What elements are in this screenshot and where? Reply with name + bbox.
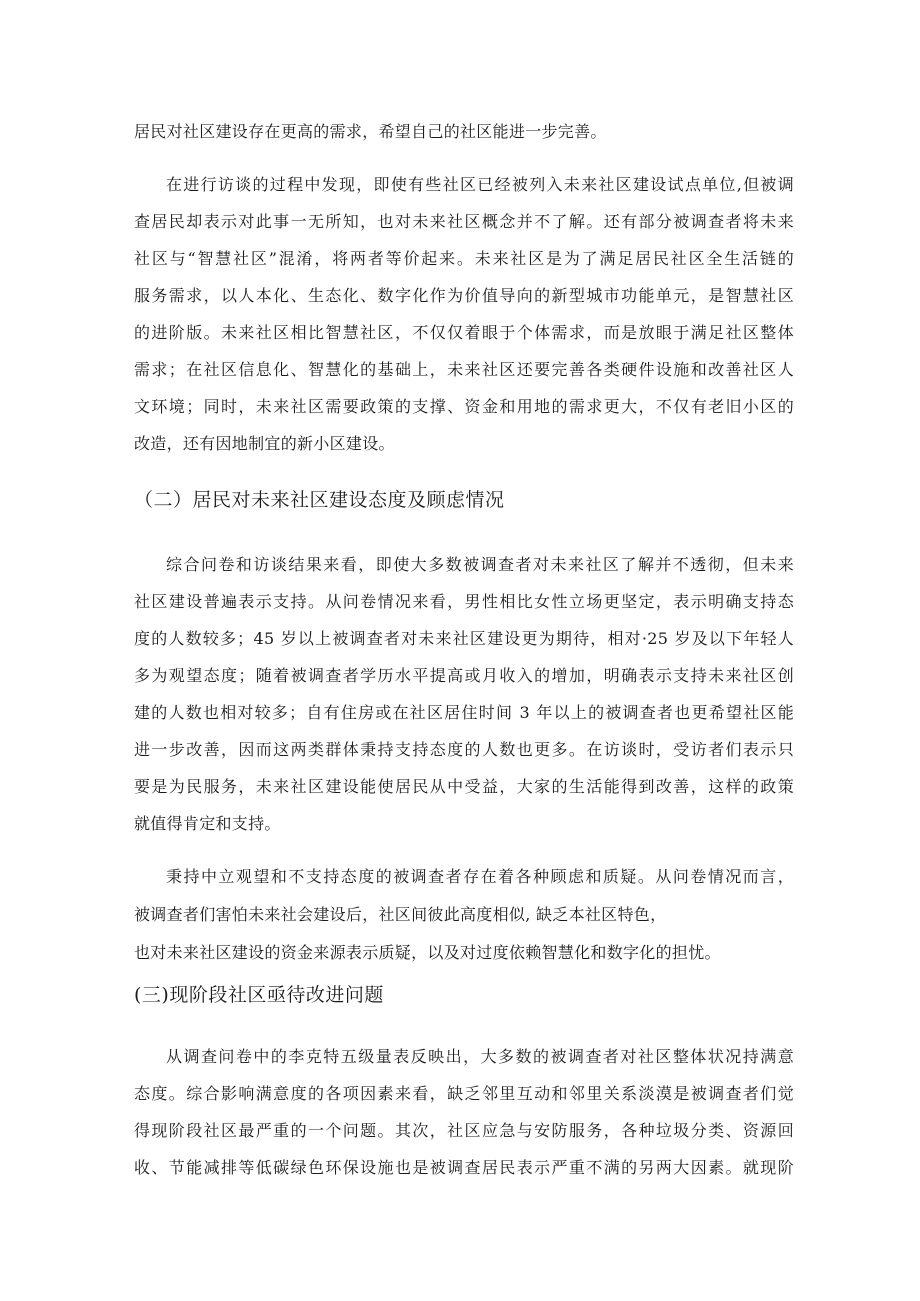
paragraph-line: 从调查问卷中的李克特五级量表反映出，大多数的被调查者对社区整体状况持满意 [166,1047,794,1066]
paragraph-line: 居民对社区建设存在更高的需求，希望自己的社区能进一步完善。 [134,122,607,141]
paragraph-line: 态度。综合影响满意度的各项因素来看，缺乏邻里互动和邻里关系淡漠是被调查者们觉 [134,1084,794,1103]
paragraph-line: 服务需求，以人本化、生态化、数字化作为价值导向的新型城市功能单元，是智慧社区 [134,286,794,305]
paragraph-line: 在进行访谈的过程中发现，即使有些社区已经被列入未来社区建设试点单位,但被调 [166,175,794,194]
paragraph-line: 也对未来社区建设的资金来源表示质疑，以及对过度依赖智慧化和数字化的担忧。 [134,943,721,962]
paragraph-line: 查居民却表示对此事一无所知，也对未来社区概念并不了解。还有部分被调查者将未来 [134,212,794,231]
paragraph-line: 进一步改善，因而这两类群体秉持支持态度的人数也更多。在访谈时，受访者们表示只 [134,740,794,759]
paragraph-line: 的进阶版。未来社区相比智慧社区，不仅仅着眼于个体需求，而是放眼于满足社区整体 [134,323,794,342]
paragraph-line: 度的人数较多；45 岁以上被调查者对未来社区建设更为期待，相对·25 岁及以下年轻人 [134,629,794,648]
paragraph-line: 文环境；同时，未来社区需要政策的支撑、资金和用地的需求更大，不仅有老旧小区的 [134,397,794,416]
paragraph-line: 综合问卷和访谈结果来看，即使大多数被调查者对未来社区了解并不透彻，但未来 [166,555,794,574]
paragraph-line: 得现阶段社区最严重的一个问题。其次，社区应急与安防服务，各种垃圾分类、资源回 [134,1121,794,1140]
paragraph-line: 收、节能减排等低碳绿色环保设施也是被调查居民表示严重不满的另两大因素。就现阶 [134,1158,794,1177]
paragraph-line: 要是为民服务，未来社区建设能使居民从中受益，大家的生活能得到改善，这样的政策 [134,777,794,796]
paragraph-line: 社区与“智慧社区”混淆，将两者等价起来。未来社区是为了满足居民社区全生活链的 [134,249,794,268]
paragraph-line: 社区建设普遍表示支持。从问卷情况来看，男性相比女性立场更坚定，表示明确支持态 [134,592,794,611]
paragraph-line: 改造，还有因地制宜的新小区建设。 [134,434,395,453]
paragraph-line: 就值得肯定和支持。 [134,814,281,833]
paragraph-line: 建的人数也相对较多；自有住房或在社区居住时间 3 年以上的被调查者也更希望社区能 [134,703,794,722]
paragraph-line: 需求；在社区信息化、智慧化的基础上，未来社区还要完善各类硬件设施和改善社区人 [134,360,794,379]
paragraph-line: 秉持中立观望和不支持态度的被调查者存在着各种顾虑和质疑。从问卷情况而言， [166,867,794,886]
paragraph-line: 多为观望态度；随着被调查者学历水平提高或月收入的增加，明确表示支持未来社区创 [134,666,794,685]
section-heading: (三)现阶段社区亟待改进问题 [134,984,384,1006]
section-heading: （二）居民对未来社区建设态度及顾虑情况 [134,489,505,511]
paragraph-line: 被调查者们害怕未来社会建设后，社区间彼此高度相似, 缺乏本社区特色， [134,905,667,924]
